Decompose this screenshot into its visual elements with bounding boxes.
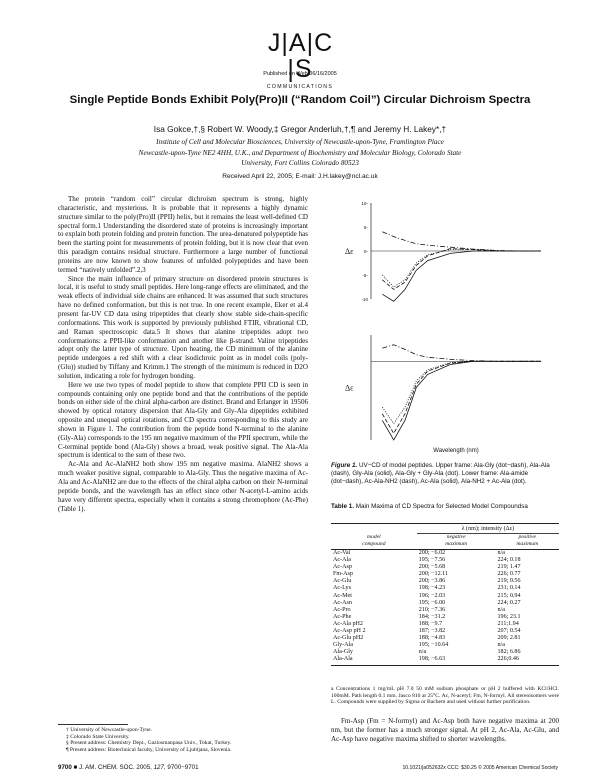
table-header: compound	[331, 541, 417, 550]
series-line	[382, 249, 541, 287]
compound-cell: Ac-Ala	[333, 557, 351, 564]
table-row	[331, 628, 559, 635]
series-line	[382, 249, 541, 290]
positive-max-cell: 209; 2.81	[497, 634, 521, 641]
table-row	[331, 550, 559, 558]
cd-spectra-chart	[331, 195, 556, 460]
table-header-lambda: λ (nm); intensity (Δε)	[417, 524, 559, 534]
table-row	[331, 564, 559, 571]
table-label: Table 1.	[331, 503, 354, 510]
negative-max-cell: 200; −3.86	[418, 578, 446, 585]
compound-cell: Ac-Glu	[333, 578, 352, 585]
compound-cell: Fm-Asp	[333, 571, 353, 578]
compound-cell: Ala-Gly	[333, 648, 353, 655]
compound-cell: Ac-Ala pH2	[333, 620, 363, 627]
table-body	[331, 550, 559, 666]
volume: 127,	[153, 764, 166, 771]
negative-max-cell: 200; −5.68	[418, 564, 446, 571]
compound-cell: Ac-Asp pH 2	[333, 627, 366, 634]
series-line	[382, 251, 541, 301]
figure-1	[331, 195, 556, 460]
compound-cell: Ac-Phe	[333, 613, 352, 620]
article-title: Single Peptide Bonds Exhibit Poly(Pro)II (“Random Coil”) Circular Dichroism Spectra	[69, 94, 531, 106]
y-tick-label: 10-	[361, 201, 368, 206]
compound-cell: Ac-Lys	[333, 585, 351, 592]
negative-max-cell: 200; −12.11	[418, 571, 449, 578]
cd-maxima-table	[331, 523, 559, 666]
compound-cell: Ac-Asp	[333, 564, 352, 571]
y-tick-label: 0-	[363, 249, 368, 254]
table-caption: Table 1. Main Maxima of CD Spectra for Selected Model Compoundsa	[331, 503, 528, 510]
positive-max-cell: 182; 6.86	[497, 648, 521, 655]
table-row	[331, 642, 559, 649]
table-row	[331, 607, 559, 614]
negative-max-cell: 200; −6.02	[418, 550, 446, 557]
lower-frame-xlabel: Wavelength (nm)	[433, 448, 479, 454]
positive-max-cell: 196; 23.1	[497, 613, 521, 620]
lower-frame-ylabel: Δε	[345, 383, 354, 393]
footnote: ‡ Colorado State University.	[66, 733, 130, 740]
upper-frame-ylabel: Δε	[345, 247, 354, 256]
series-line	[382, 361, 541, 433]
negative-max-cell: 195; −10.64	[418, 641, 449, 648]
series-line	[382, 232, 541, 251]
paragraph: Here we use two types of model peptide to show that complete PPII CD is seen in compounds containing only one peptide bond and that the contributions of the peptide bonds on either side of the chiral alpha-carbon are distinct. Brand and Erlanger in 19506 showed by optical rotatory dispersion that Ala-Gly and Gly-Ala dipeptides exhibited opposite and unequal optical rotations, and CD spectra corresponding to this study are shown in Figure 1. The contribution from the peptide bond N-terminal to the alanine (Gly-Ala) corresponds to the 195 nm negative maximum of the PPII spectrum, while the C-terminal peptide bond (Ala-Gly) shows a broad, weak positive signal. The Ala-Ala spectrum is identical to the sum of these two.	[58, 380, 308, 460]
footnote: § Present address: Chemistry Dept., Gaziosmanpasa Univ., Tokat, Turkey.	[66, 740, 232, 747]
table-header: model	[367, 533, 381, 540]
positive-max-cell: 226; 0.77	[497, 571, 521, 578]
left-column-body	[58, 195, 308, 513]
compound-cell: Gly-Ala	[333, 641, 353, 648]
negative-max-cell: 184; −31.2	[418, 613, 446, 620]
table-row	[331, 621, 559, 628]
table-row	[331, 593, 559, 600]
table-row	[331, 585, 559, 592]
positive-max-cell: 211;1.94	[497, 620, 519, 627]
positive-max-cell: 226;0.46	[495, 656, 559, 666]
compound-cell: Ala-Ala	[331, 656, 417, 666]
compound-cell: Ac-Pro	[333, 606, 351, 613]
compound-cell: Ac-Glu pH2	[333, 634, 364, 641]
table-row	[331, 614, 559, 621]
page-number: 9700	[58, 764, 72, 771]
negative-max-cell: 195; −6.00	[418, 599, 446, 606]
table-row	[331, 656, 559, 666]
positive-max-cell: 231; 0.14	[497, 585, 521, 592]
paragraph: Ac-Ala and Ac-AlaNH2 both show 195 nm negative maxima. AlaNH2 shows a much weaker positive signal, comparable to Ala-Gly. Thus the negative maxima of Ac-Ala and Ac-AlaNH2 are due to the effects of the chiral alpha carbon on their N-terminal peptide bonds, and the wavelength has an effect since other N-acetyl-L-amino acids have very different spectra, especially when it contains a strong chromophore (Ac-Phe) (Table 1).	[58, 460, 308, 513]
figure-caption: Figure 1. UV−CD of model peptides. Upper frame: Ala-Gly (dot−dash), Ala-Ala (dash), Gly-Ala (solid), Ala-Gly + Gly-Ala (dot). Lower frame: Ala-amide (dot−dash), Ac-Ala-NH2 (dash), Ac-Ala (solid), Ala-NH2 + Ac-Ala (dot).	[331, 462, 550, 485]
table-row	[331, 571, 559, 578]
negative-max-cell: 198; −4.23	[418, 585, 446, 592]
table-footnote: a Concentrations 1 mg/mL pH 7.0 50 mM sodium phosphate or pH 2 buffered with KCl/HCl. 100mM. Path length 0.1 mm. Jasco 810 at 25°C. Ac, N-acetyl; Fm, N-formyl. All stereoisomers were L. Compounds were supplied by Sigma or Bachem and used without further purification.	[331, 686, 559, 706]
table-row	[331, 600, 559, 607]
table-header: maximum	[417, 541, 496, 550]
footnote: ¶ Present address: Biotechnical faculty, University of Ljubljana, Slovenia.	[66, 746, 232, 753]
negative-max-cell: 198; −6.63	[417, 656, 496, 666]
negative-max-cell: 210; −7.36	[418, 606, 446, 613]
compound-cell: Ac-Asn	[333, 599, 352, 606]
y-tick-label: 5-	[363, 225, 368, 230]
logo-subtitle: COMMUNICATIONS	[266, 84, 334, 90]
negative-max-cell: 188; −9.7	[418, 620, 443, 627]
y-tick-label: -5-	[362, 273, 368, 278]
paragraph: Since the main influence of primary structure on disordered protein structures is local, it is useful to study small peptides. Here long-range effects are eliminated, and the weak effects of individual side chains are enhanced. It was assumed that such structures have no defined conformation, but this is not true. In one recent example, Eker et al.4 present far-UV CD data using tripeptides that clearly show stable side-chain-specific conformations. This work is supported by previously published FTIR, vibrational CD, and Raman spectroscopic data.5 It shows that alanine tripeptides adopt two conformations: a PPII-like conformation and another like β-strand. Valine tripeptides adopt only the latter type of structure. Upon heating, the CD minimum of the alanine peptide undergoes a red shift with a clear isodichroic point as in model coils (poly-(Glu)) studied by Tiffany and Krimm.1 The strength of the minimum is reduced in D2O solution, indicating a role for hydrogen bonding.	[58, 274, 308, 380]
series-line	[382, 361, 541, 423]
table-row	[331, 557, 559, 564]
author-list: Isa Gokce,†,§ Robert W. Woody,‡ Gregor Anderluh,†,¶ and Jeremy H. Lakey*,†	[153, 124, 447, 134]
positive-max-cell: 219; 1.47	[497, 564, 521, 571]
positive-max-cell: n/a	[497, 606, 505, 613]
table-row	[331, 635, 559, 642]
table-header: maximum	[495, 541, 559, 550]
positive-max-cell: 224; 0.18	[497, 557, 521, 564]
negative-max-cell: n/a	[418, 648, 427, 655]
positive-max-cell: n/a	[497, 550, 505, 557]
series-line	[382, 361, 541, 440]
negative-max-cell: 195; −7.56	[418, 557, 446, 564]
table-row	[331, 649, 559, 656]
footnote-rule	[58, 724, 128, 725]
negative-max-cell: 196; −2.03	[418, 592, 446, 599]
footnotes	[58, 727, 308, 753]
received-date-email: Received April 22, 2005; E-mail: J.H.lakey@ncl.ac.uk	[222, 173, 378, 180]
paragraph: Fm-Asp (Fm = N-formyl) and Ac-Asp both have negative maxima at 200 nm, but the former has a much stronger signal. At pH 2, Ac-Ala, Ac-Glu, and Ac-Asp have negative maxima shifted to shorter wavelengths.	[331, 717, 559, 743]
positive-max-cell: 215; 0.94	[497, 592, 521, 599]
positive-max-cell: 207; 0.54	[497, 627, 521, 634]
footnote: † University of Newcastle-upon-Tyne.	[66, 727, 152, 733]
figure-label: Figure 1.	[331, 462, 358, 469]
journal-name: J. AM. CHEM. SOC. 2005,	[78, 764, 152, 771]
page-range: 9700−9701	[167, 764, 199, 771]
compound-cell: Ac-Val	[333, 550, 351, 557]
series-line	[382, 345, 541, 362]
positive-max-cell: n/a	[497, 641, 505, 648]
jacs-wordmark: J|A|C|S	[267, 29, 333, 83]
published-date: Published on Web 06/16/2005	[263, 71, 337, 77]
positive-max-cell: 219; 0.56	[497, 578, 521, 585]
paragraph: The protein “random coil” circular dichroism spectrum is strong, highly characteristic, and mysterious. It is probable that it represents a highly dynamic structure similar to the poly(Pro)II (PPII) helix, but it remains the least well-defined CD spectral form.1 Understanding the disordered state of proteins is increasingly important to explain both protein folding and protein function. The urea-denatured polypeptide has been the starting point for measurements of protein folding, but it is now clear that even this paradigm contains residual structure. Furthermore a large number of functional proteins are now known to show features of unfolded polypeptides and have been termed “natively unfolded”.2,3	[58, 195, 308, 274]
positive-max-cell: 224; 0.27	[497, 599, 521, 606]
table-row	[331, 578, 559, 585]
negative-max-cell: 188; −4.83	[418, 634, 446, 641]
table-header: negative	[446, 534, 466, 541]
right-column-body	[331, 717, 559, 744]
affiliations: Institute of Cell and Molecular Biosciences, University of Newcastle-upon-Tyne, Framlington Place Newcastle-upon-Tyne NE2 4HH, U.K., and Department of Biochemistry and Molecular Biology, Colorado State University, Fort Collins Colorado 80523	[138, 138, 462, 167]
compound-cell: Ac-Met	[333, 592, 352, 599]
negative-max-cell: 187; −3.82	[418, 627, 446, 634]
table-header: positive	[518, 534, 536, 541]
journal-logo	[264, 30, 336, 90]
page-footer-citation: 9700 ■ J. AM. CHEM. SOC. 2005, 127, 9700−9701	[58, 764, 199, 771]
doi-copyright: 10.1021/ja052632x CCC: $30.25 © 2005 American Chemical Society	[402, 765, 558, 771]
y-tick-label: -10	[361, 297, 368, 302]
